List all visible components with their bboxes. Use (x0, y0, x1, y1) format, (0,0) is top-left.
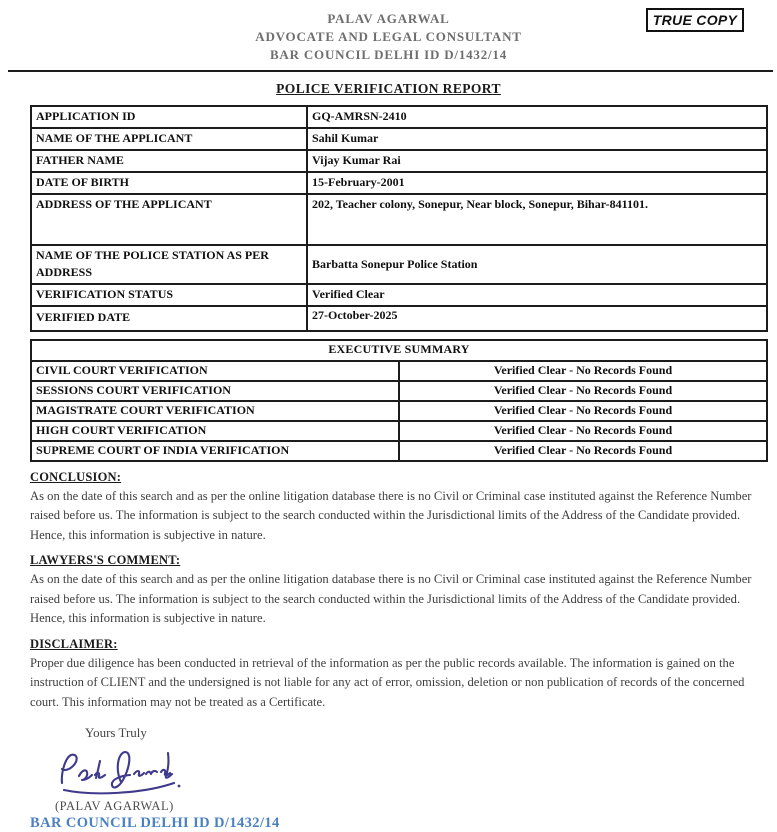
conclusion-section (30, 470, 768, 546)
table-row (31, 128, 767, 150)
table-row (31, 172, 767, 194)
signature-ink-icon (52, 745, 202, 799)
row-label: FATHER NAME (31, 150, 307, 172)
valediction: Yours Truly (85, 725, 147, 741)
row-label: VERIFIED DATE (31, 306, 307, 331)
row-label: APPLICATION ID (31, 106, 307, 128)
row-value: Verified Clear - No Records Found (399, 441, 767, 461)
executive-summary-table (30, 339, 768, 462)
page-title: POLICE VERIFICATION REPORT (276, 81, 501, 96)
row-value: GQ-AMRSN-2410 (307, 106, 767, 128)
row-value: Sahil Kumar (307, 128, 767, 150)
row-value: Verified Clear - No Records Found (399, 421, 767, 441)
header-divider (8, 70, 773, 72)
document-body (0, 105, 777, 832)
table-row (31, 284, 767, 306)
row-value: Vijay Kumar Rai (307, 150, 767, 172)
table-row (31, 306, 767, 331)
row-value: Verified Clear - No Records Found (399, 361, 767, 381)
row-value: 27-October-2025 (307, 306, 767, 331)
conclusion-text: As on the date of this search and as per the online litigation database there is no Civil or Criminal case instituted against the Reference Number raised before us. The information is subject to the search conducted within the Jurisdictional limits of the Address of the Candidate provided. Hence, this information is subjective in nature. (30, 488, 752, 542)
true-copy-stamp: TRUE COPY (646, 8, 744, 32)
handwritten-signature (52, 745, 202, 799)
table-row (31, 150, 767, 172)
table-row (31, 194, 767, 245)
advocate-name: PALAV AGARWAL (327, 11, 450, 26)
row-value: Verified Clear - No Records Found (399, 401, 767, 421)
bar-council-id: BAR COUNCIL DELHI ID D/1432/14 (30, 815, 280, 832)
summary-header-row (31, 340, 767, 361)
row-label: NAME OF THE POLICE STATION AS PER ADDRESS (31, 245, 307, 284)
table-row (31, 441, 767, 461)
disclaimer-section (30, 637, 768, 713)
advocate-subtitle: ADVOCATE AND LEGAL CONSULTANT (255, 29, 522, 44)
row-value: Verified Clear (307, 284, 767, 306)
table-row (31, 361, 767, 381)
signatory-name: (PALAV AGARWAL) (55, 799, 174, 814)
table-row (31, 421, 767, 441)
lawyers-comment-text: As on the date of this search and as per the online litigation database there is no Civil or Criminal case instituted against the Reference Number raised before us. The information is subject to the search conducted within the Jurisdictional limits of the Address of the Candidate provided. Hence, this information is subjective in nature. (30, 572, 752, 626)
lawyers-comment-section (30, 553, 768, 629)
row-label: NAME OF THE APPLICANT (31, 128, 307, 150)
disclaimer-heading: DISCLAIMER: (30, 636, 118, 651)
row-value: Verified Clear - No Records Found (399, 381, 767, 401)
summary-header: EXECUTIVE SUMMARY (31, 340, 767, 361)
row-value: 202, Teacher colony, Sonepur, Near block, Sonepur, Bihar-841101. (307, 194, 767, 245)
row-value: Barbatta Sonepur Police Station (307, 245, 767, 284)
table-row (31, 401, 767, 421)
row-label: CIVIL COURT VERIFICATION (31, 361, 399, 381)
table-row (31, 106, 767, 128)
row-label: VERIFICATION STATUS (31, 284, 307, 306)
row-label: HIGH COURT VERIFICATION (31, 421, 399, 441)
disclaimer-text: Proper due diligence has been conducted in retrieval of the information as per the public records available. The information is gained on the instruction of CLIENT and the undersigned is not liable for any act of error, omission, deletion or non publication of records of the concerned court. This information may not be treated as a Certificate. (30, 655, 745, 709)
advocate-bar-id: BAR COUNCIL DELHI ID D/1432/14 (269, 47, 508, 62)
row-label: MAGISTRATE COURT VERIFICATION (31, 401, 399, 421)
conclusion-heading: CONCLUSION: (30, 469, 122, 484)
row-label: ADDRESS OF THE APPLICANT (31, 194, 307, 245)
applicant-details-table (30, 105, 768, 332)
signature-dot (178, 785, 181, 788)
table-row (31, 245, 767, 284)
row-value: 15-February-2001 (307, 172, 767, 194)
row-label: SESSIONS COURT VERIFICATION (31, 381, 399, 401)
row-label: DATE OF BIRTH (31, 172, 307, 194)
lawyers-comment-heading: LAWYERS'S COMMENT: (30, 553, 181, 568)
row-label: SUPREME COURT OF INDIA VERIFICATION (31, 441, 399, 461)
table-row (31, 381, 767, 401)
